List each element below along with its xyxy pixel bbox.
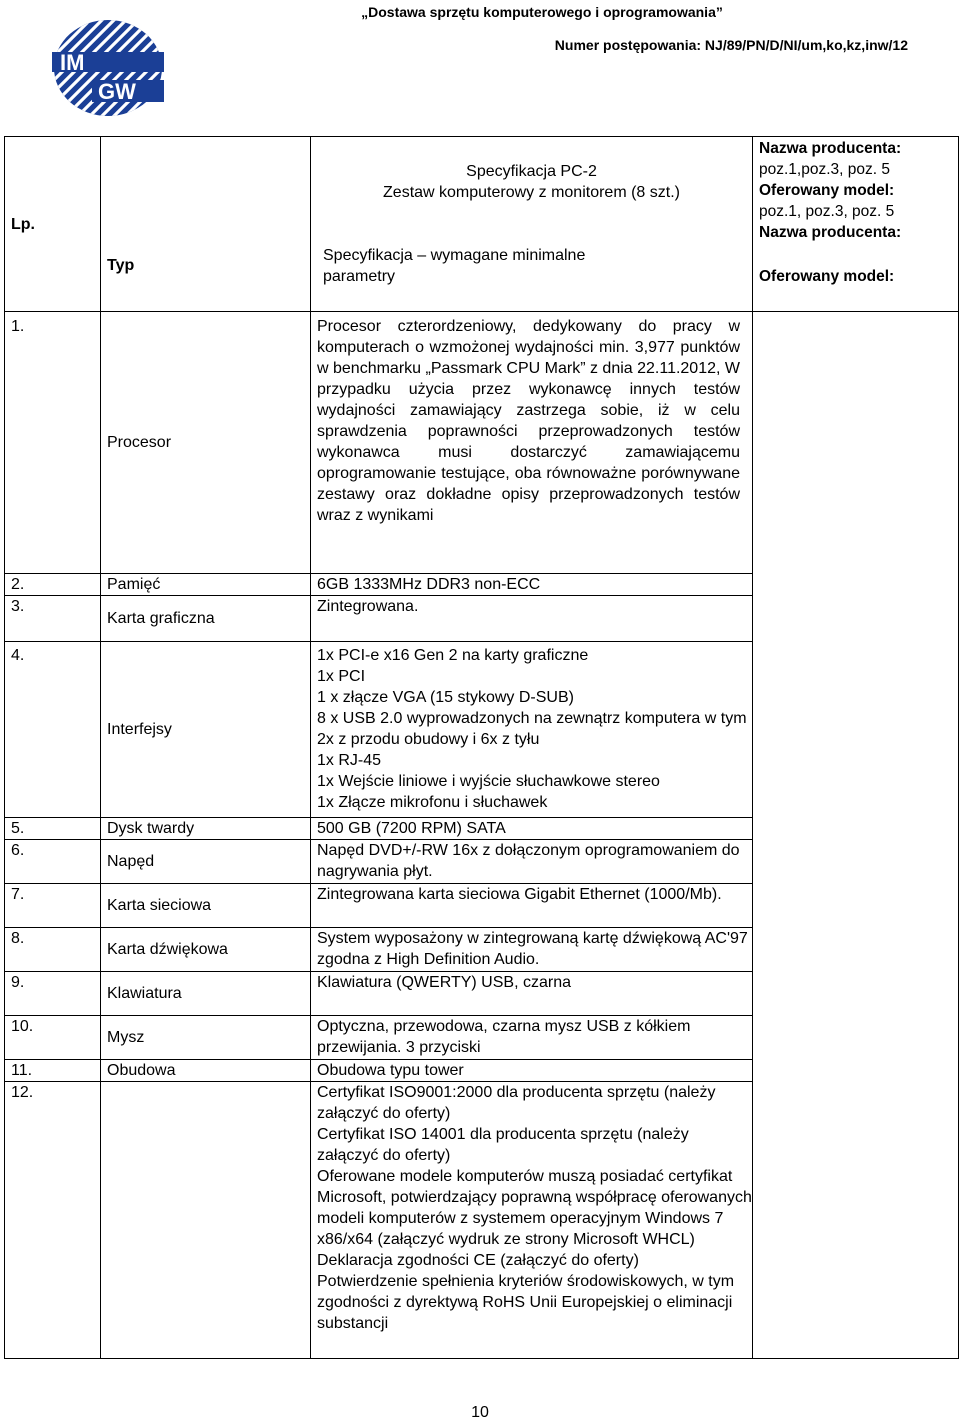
document-title: „Dostawa sprzętu komputerowego i oprogramowania” <box>361 4 723 20</box>
header-producer-positions: poz.1,poz.3, poz. 5 <box>759 161 890 178</box>
row-lp: 6. <box>5 840 101 884</box>
row-lp: 12. <box>5 1082 101 1359</box>
row-spec: Procesor czterordzeniowy, dedykowany do pracy w komputerach o wzmożonej wydajności min. 3,977 punktów w benchmarku „Passmark CPU Mark” z dnia 22.11.2012, W przypadku użycia przez wykonawcę innych testów wydajności zamawiający zastrzega sobie, iż w celu sprawdzenia poprawności przeprowadzonych testów wykonawca musi dostarczyć zamawiającemu oprogramowanie testujące, oba równoważne porównywane zestawy oraz dokładne opisy przeprowadzonych testów wraz z wynikami <box>311 312 753 574</box>
header-producer-label-2: Nazwa producenta: <box>759 224 902 241</box>
header-lp: Lp. <box>5 137 101 312</box>
row-typ: Karta graficzna <box>101 596 311 642</box>
certificate-line: Oferowane modele komputerów muszą posiadać certyfikat Microsoft, potwierdzający poprawną współpracę oferowanych modeli komputerów z systemem operacyjnym Windows 7 x86/x64 (załączyć wydruk ze strony Microsoft WHCL) <box>317 1168 752 1248</box>
row-typ: Pamięć <box>101 574 311 596</box>
row-typ: Interfejsy <box>101 642 311 818</box>
header-model-label: Oferowany model: <box>759 182 895 199</box>
row-typ: Karta sieciowa <box>101 884 311 928</box>
page-number: 10 <box>471 1404 489 1421</box>
row-lp: 3. <box>5 596 101 642</box>
interface-line: 1x PCI <box>317 668 366 685</box>
row-lp: 9. <box>5 972 101 1016</box>
row-spec: Napęd DVD+/-RW 16x z dołączonym oprogramowaniem do nagrywania płyt. <box>311 840 753 884</box>
procedure-number: Numer postępowania: NJ/89/PN/D/NI/um,ko,kz,inw/12 <box>554 37 908 53</box>
row-spec: 6GB 1333MHz DDR3 non-ECC <box>311 574 753 596</box>
interface-line: 1 x złącze VGA (15 stykowy D-SUB) <box>317 689 574 706</box>
row-lp: 11. <box>5 1060 101 1082</box>
interface-line: 8 x USB 2.0 wyprowadzonych na zewnątrz komputera w tym 2x z przodu obudowy i 6x z tyłu <box>317 710 747 748</box>
interface-line: 1x PCI-e x16 Gen 2 na karty graficzne <box>317 647 589 664</box>
row-typ <box>101 1082 311 1359</box>
table-row <box>5 312 959 574</box>
header-producer-label: Nazwa producenta: <box>759 140 902 157</box>
header-model-label-2: Oferowany model: <box>759 268 895 285</box>
producer-model-column <box>753 312 959 1359</box>
row-lp: 10. <box>5 1016 101 1060</box>
row-spec: Obudowa typu tower <box>311 1060 753 1082</box>
table-header-row <box>5 137 959 312</box>
header-spec-title-2: Zestaw komputerowy z monitorem (8 szt.) <box>383 184 680 201</box>
header-typ: Typ <box>101 137 311 312</box>
header-producer-model <box>753 137 959 312</box>
header-spec-sub-1: Specyfikacja – wymagane minimalne <box>323 247 586 264</box>
header-specification <box>311 137 753 312</box>
row-lp: 5. <box>5 818 101 840</box>
row-spec <box>311 1082 753 1359</box>
svg-text:IM: IM <box>60 50 85 75</box>
certificate-line: Potwierdzenie spełnienia kryteriów środowiskowych, w tym zgodności z dyrektywą RoHS Unii Europejskiej o eliminacji substancji <box>317 1273 735 1332</box>
imgw-logo <box>52 18 164 118</box>
row-typ: Mysz <box>101 1016 311 1060</box>
row-typ: Procesor <box>101 312 311 574</box>
row-lp: 2. <box>5 574 101 596</box>
row-typ: Obudowa <box>101 1060 311 1082</box>
row-spec: Klawiatura (QWERTY) USB, czarna <box>311 972 753 1016</box>
row-spec: Zintegrowana. <box>311 596 753 642</box>
row-lp: 4. <box>5 642 101 818</box>
interface-line: 1x RJ-45 <box>317 752 382 769</box>
interface-line: 1x Złącze mikrofonu i słuchawek <box>317 794 548 811</box>
row-spec: Zintegrowana karta sieciowa Gigabit Ethernet (1000/Mb). <box>311 884 753 928</box>
interface-line: 1x Wejście liniowe i wyjście słuchawkowe stereo <box>317 773 660 790</box>
row-lp: 7. <box>5 884 101 928</box>
header-spec-sub-2: parametry <box>323 268 396 285</box>
row-lp: 1. <box>5 312 101 574</box>
row-spec: Optyczna, przewodowa, czarna mysz USB z kółkiem przewijania. 3 przyciski <box>311 1016 753 1060</box>
row-spec: 500 GB (7200 RPM) SATA <box>311 818 753 840</box>
svg-text:GW: GW <box>98 79 136 104</box>
row-typ: Dysk twardy <box>101 818 311 840</box>
certificate-line: Certyfikat ISO 14001 dla producenta sprzętu (należy załączyć do oferty) <box>317 1126 689 1164</box>
row-lp: 8. <box>5 928 101 972</box>
row-spec: System wyposażony w zintegrowaną kartę dźwiękową AC'97 zgodna z High Definition Audio. <box>311 928 753 972</box>
row-typ: Napęd <box>101 840 311 884</box>
row-spec <box>311 642 753 818</box>
specification-table <box>4 136 959 1359</box>
row-typ: Klawiatura <box>101 972 311 1016</box>
header-spec-title-1: Specyfikacja PC-2 <box>466 163 597 180</box>
row-typ: Karta dźwiękowa <box>101 928 311 972</box>
certificate-line: Deklaracja zgodności CE (załączyć do oferty) <box>317 1252 639 1269</box>
header-model-positions: poz.1, poz.3, poz. 5 <box>759 203 895 220</box>
certificate-line: Certyfikat ISO9001:2000 dla producenta sprzętu (należy załączyć do oferty) <box>317 1084 716 1122</box>
